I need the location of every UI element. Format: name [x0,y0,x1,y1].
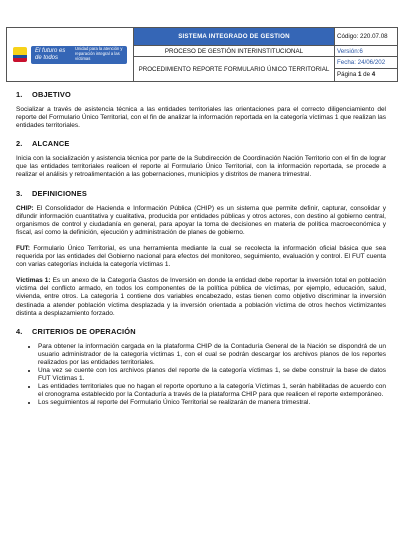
date-page-cell [335,57,398,82]
document-version: Versión:6 [335,46,398,57]
system-title: SISTEMA INTEGRADO DE GESTION [134,28,335,46]
page-number: Página 1 de 4 [337,71,376,78]
definition-chip: CHIP: El Consolidador de Hacienda e Información Pública (CHIP) es un sistema que permite definir, capturar, consolidar y difundir información cuantitativa y cualitativa, producida por entidades públicas y otros actores, con destino al gobierno central, organismos de control y ciudadanía en general, para apoyar la toma de decisiones en materia de política macroeconómica y fiscal, así como la definición, ejecución y administración de planes de gobierno. [16,204,386,236]
section-heading-definiciones: 3. DEFINICIONES [16,188,87,198]
definition-fut: FUT: Formulario Único Territorial, es una herramienta mediante la cual se recolecta la información oficial básica que sea requerida por las entidades del Gobierno nacional para efectos del monitoreo, seguimiento, evaluación y control. El FUT cuenta con varias categorías incluida la categoría víctimas 1. [16,244,386,269]
institution-logo [31,46,127,64]
objetivo-paragraph: Socializar a través de asistencia técnica a las entidades territoriales las orientaciones para el correcto diligenciamiento del reporte del Formulario Único Territorial, con el fin de analizar la información reportada en la categoría víctimas 1 que realizan las entidades territoriales. [16,106,386,130]
section-heading-alcance: 2. ALCANCE [16,139,70,149]
list-item: • Una vez se cuente con los archivos planos del reporte de la categoría víctimas 1, se debe construir la base de datos FUT Víctimas 1. [38,367,386,383]
list-item: • Los seguimientos al reporte del Formulario Único Territorial se realizarán de manera trimestral. [38,399,386,407]
section-heading-objetivo: 1. OBJETIVO [16,90,71,99]
colombia-flag-icon [13,47,27,62]
procedure-name: PROCEDIMIENTO REPORTE FORMULARIO ÚNICO TERRITORIAL [134,57,335,82]
logo-tagline: Unidad para la atención y reparación integral a las víctimas [75,46,123,61]
alcance-paragraph: Inicia con la socialización y asistencia técnica por parte de la Subdirección de Coordinación Nación Territorio con el fin de lograr que las entidades territoriales realicen el reporte al Formulario Único Territorial, con la información reportada, se procede a realizar el análisis y retroalimentación a las gobernaciones, municipios y distritos de manera trimestral. [16,155,386,179]
criteria-list [16,343,386,408]
definition-victimas: Víctimas 1: Es un anexo de la Categoría Gastos de Inversión en donde la entidad debe reportar la inversión total en población víctima del conflicto armado, en todos los componentes de la política pública de víctimas, por ejemplo, educación, salud, vivienda, entre otros. La categoría 1 contiene dos variables encabezado, estas tienen como objetivo discriminar la inversión destinada a atender población víctima desplazada y la inversión orientada a población víctima de otros hechos victimizantes distinta a desplazamiento forzado. [16,277,386,317]
section-heading-criterios: 4. CRITERIOS DE OPERACIÓN [16,326,136,336]
logo-cell [7,28,134,82]
list-item: • Para obtener la información cargada en la plataforma CHIP de la Contaduría General de la Nación se dispondrá de un usuario administrador de la categoría víctimas 1, con el cual se podrán descargar los archivos planos de los reportes realizados por las entidades territoriales. [38,343,386,367]
document-date: Fecha: 24/06/202 [335,57,397,69]
document-code: Código: 220.07.08 [335,28,398,46]
list-item: • Las entidades territoriales que no hagan el reporte oportuno a la categoría Víctimas 1, serán habilitadas de acuerdo con el cronograma establecido por la Contaduría a través de la plataforma CHIP para que realicen el reporte extemporáneo. [38,383,386,399]
logo-main-text: El futuro es de todos [35,48,66,61]
document-header [6,27,398,82]
document-body [16,90,386,407]
process-name: PROCESO DE GESTIÓN INTERINSTITUCIONAL [134,46,335,57]
